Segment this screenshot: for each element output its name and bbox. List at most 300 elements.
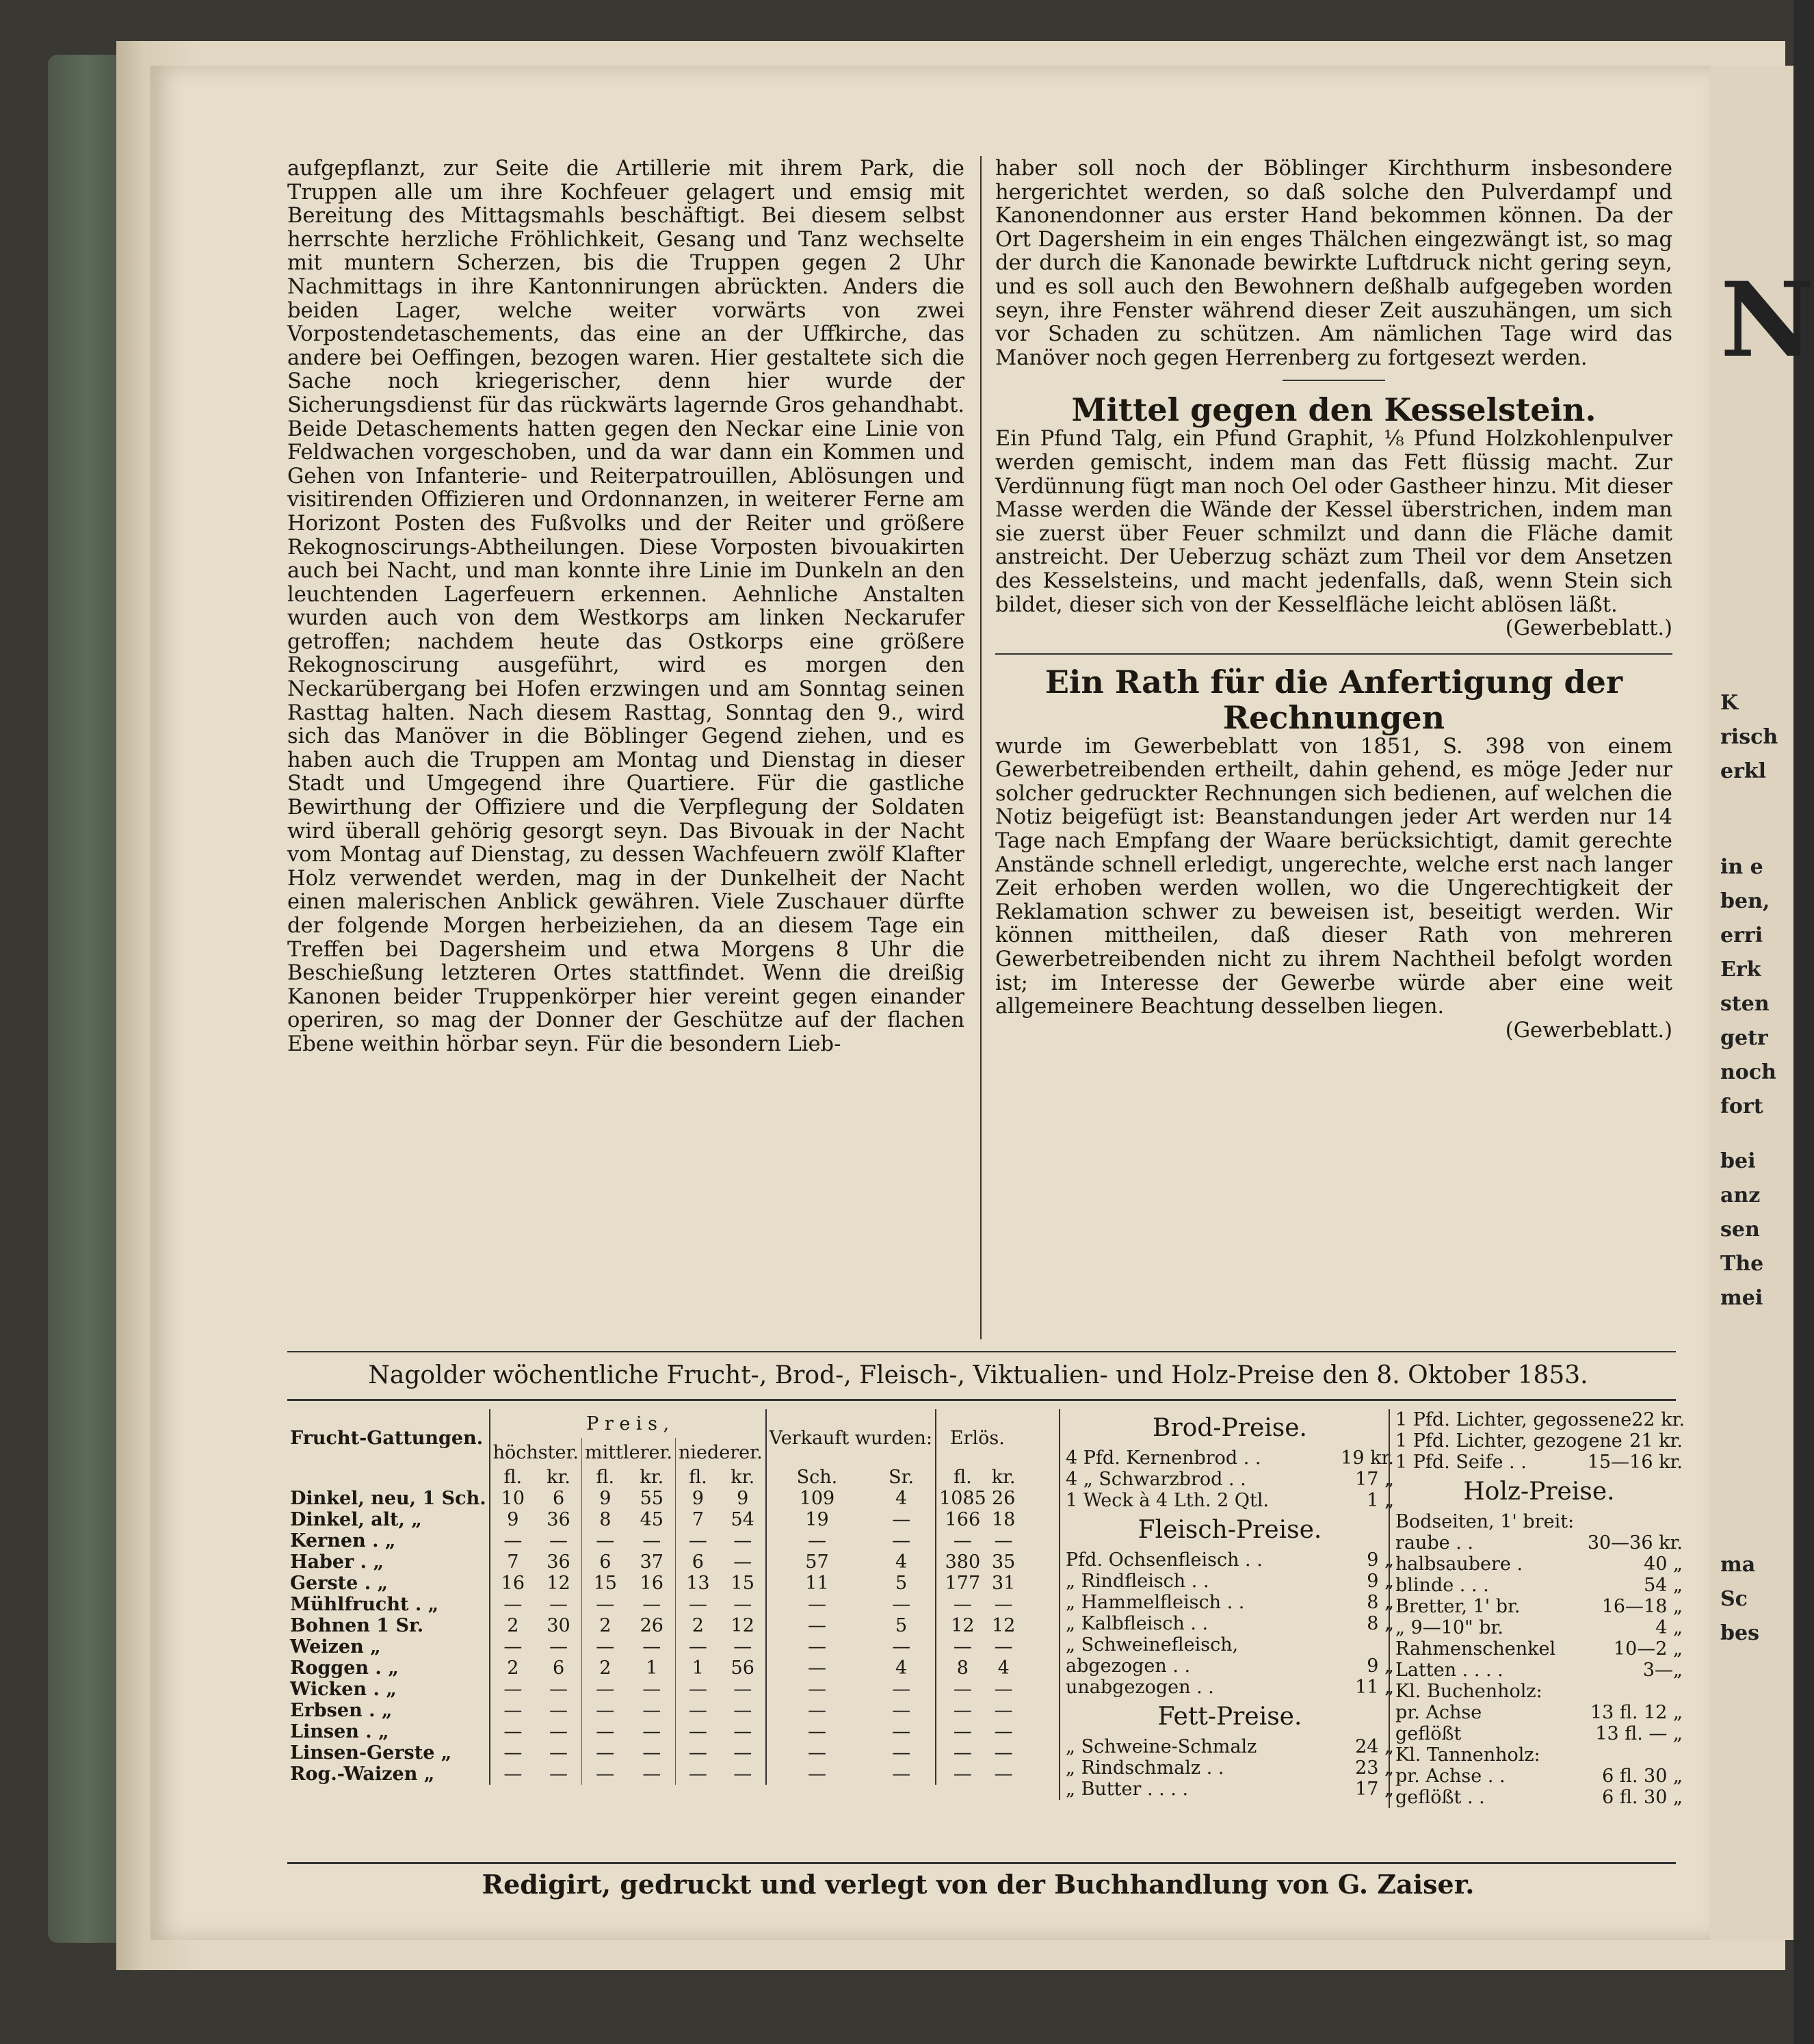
holz-row (1395, 1787, 1683, 1808)
grain-cell: 56 (731, 1658, 754, 1679)
grain-cell: — (936, 1679, 989, 1700)
unit-kr: kr. (731, 1467, 755, 1488)
holz-row (1395, 1766, 1683, 1787)
grain-cell: — (733, 1594, 752, 1615)
grain-row (287, 1658, 1018, 1679)
grain-cell: — (892, 1764, 911, 1785)
facing-page-fragment: fort (1720, 1095, 1763, 1118)
grain-name: Wicken . „ (290, 1679, 397, 1700)
holz-row-label: Bretter, 1' br. (1395, 1596, 1521, 1617)
holz-row (1395, 1575, 1683, 1596)
grain-cell: — (549, 1636, 568, 1658)
fleisch-row-label: Pfd. Ochsenfleisch . . (1066, 1549, 1263, 1571)
grain-cell: 380 (936, 1551, 989, 1573)
grain-cell: — (642, 1764, 661, 1785)
fleisch-row-label: „ Hammelfleisch . . (1066, 1592, 1245, 1613)
fleisch-row-value: 8 „ (1367, 1592, 1394, 1613)
grain-cell: — (549, 1679, 568, 1700)
grain-cell: — (642, 1721, 661, 1742)
grain-name: Linsen-Gerste „ (290, 1742, 452, 1764)
fleisch-row-label: abgezogen . . (1066, 1655, 1191, 1677)
grain-cell: — (994, 1679, 1013, 1700)
grain-cell: — (675, 1530, 720, 1551)
grain-name: Gerste . „ (290, 1573, 389, 1594)
grain-cell: — (892, 1679, 911, 1700)
grain-name: Erbsen . „ (290, 1700, 393, 1721)
grain-cell: 1 (675, 1658, 720, 1679)
col-header-erloes: Erlös. (936, 1409, 1018, 1467)
grain-cell: 2 (490, 1615, 536, 1636)
grain-cell: — (582, 1594, 629, 1615)
fleisch-row-label: „ Rindfleisch . . (1066, 1571, 1209, 1592)
grain-name: Linsen . „ (290, 1721, 389, 1742)
grain-cell: 12 (731, 1615, 754, 1636)
holz-row-label: blinde . . . (1395, 1575, 1489, 1596)
grain-cell: 5 (895, 1615, 908, 1636)
grain-cell: — (733, 1764, 752, 1785)
brod-row-label: 4 „ Schwarzbrod . . (1066, 1469, 1246, 1490)
grain-row (287, 1488, 1018, 1509)
fleisch-row-value: 11 „ (1355, 1677, 1394, 1698)
grain-row (287, 1636, 1018, 1658)
grain-cell: — (582, 1679, 629, 1700)
facing-page-fragment: mei (1720, 1286, 1763, 1310)
holz-row-value: 6 fl. 30 „ (1602, 1787, 1683, 1808)
short-divider (1283, 380, 1385, 381)
grain-cell: — (936, 1530, 989, 1551)
facing-page-fragment: bes (1720, 1621, 1759, 1645)
holz-row-value: 16—18 „ (1601, 1596, 1683, 1617)
grain-cell: — (892, 1594, 911, 1615)
left-column (287, 157, 964, 1057)
grain-cell: 12 (992, 1615, 1016, 1636)
unit-sr: Sr. (889, 1467, 915, 1488)
fleisch-row (1066, 1571, 1394, 1592)
grain-row (287, 1530, 1018, 1551)
holz-row (1395, 1532, 1683, 1554)
licht-row (1395, 1452, 1683, 1473)
grain-cell: — (490, 1530, 536, 1551)
grain-cell: 6 (675, 1551, 720, 1573)
table-top-rule (287, 1351, 1676, 1352)
grain-cell: — (766, 1594, 868, 1615)
grain-cell: 26 (640, 1615, 663, 1636)
grain-cell: — (642, 1636, 661, 1658)
grain-cell: 9 (582, 1488, 629, 1509)
grain-cell: — (994, 1530, 1013, 1551)
right-column (995, 157, 1672, 1043)
grain-name: Haber . „ (290, 1551, 384, 1573)
unit-kr: kr. (640, 1467, 664, 1488)
holz-row-value: 10—2 „ (1613, 1638, 1683, 1660)
grain-cell: — (733, 1636, 752, 1658)
grain-cell: 26 (992, 1488, 1016, 1509)
holz-heading: Holz-Preise. (1463, 1478, 1615, 1506)
grain-cell: 9 (675, 1488, 720, 1509)
grain-cell: — (490, 1679, 536, 1700)
attribution-1: (Gewerbeblatt.) (1505, 616, 1672, 641)
fleisch-row-label: unabgezogen . . (1066, 1677, 1214, 1698)
grain-cell: — (675, 1679, 720, 1700)
grain-cell: 2 (582, 1658, 629, 1679)
holz-row (1395, 1702, 1683, 1723)
grain-cell: — (892, 1530, 911, 1551)
grain-cell: — (892, 1636, 911, 1658)
brod-row (1066, 1490, 1394, 1511)
fett-row-label: „ Schweine-Schmalz (1066, 1736, 1257, 1757)
grain-cell: — (994, 1742, 1013, 1764)
grain-cell: 2 (582, 1615, 629, 1636)
grain-cell: — (642, 1700, 661, 1721)
fett-heading: Fett-Preise. (1157, 1703, 1302, 1731)
unit-fl: fl. (490, 1467, 536, 1488)
grain-cell: — (766, 1636, 868, 1658)
grain-price-table (287, 1409, 1018, 1785)
column-divider (980, 156, 982, 1339)
holz-row-label: Bodseiten, 1' breit: (1395, 1511, 1575, 1532)
grain-name: Mühlfrucht . „ (290, 1594, 439, 1615)
grain-cell: — (766, 1530, 868, 1551)
holz-row-value: 4 „ (1655, 1617, 1683, 1638)
fleisch-row-label: „ Kalbfleisch . . (1066, 1613, 1209, 1634)
grain-cell: 31 (992, 1573, 1016, 1594)
grain-cell: — (549, 1700, 568, 1721)
grain-cell: — (892, 1742, 911, 1764)
grain-cell: — (675, 1764, 720, 1785)
facing-page-fragment: ma (1720, 1553, 1756, 1577)
facing-page-fragment: Erk (1720, 958, 1761, 982)
brod-row-label: 1 Weck à 4 Lth. 2 Qtl. (1066, 1490, 1270, 1511)
grain-name: Weizen „ (290, 1636, 381, 1658)
licht-row-value: 22 kr. (1631, 1409, 1685, 1430)
grain-cell: 55 (640, 1488, 663, 1509)
grain-cell: 36 (547, 1551, 570, 1573)
grain-cell: 37 (640, 1551, 663, 1573)
grain-cell: — (490, 1742, 536, 1764)
grain-name: Rog.-Waizen „ (290, 1764, 435, 1785)
fett-row-value: 17 „ (1355, 1779, 1394, 1800)
licht-row-label: 1 Pfd. Seife . . (1395, 1452, 1527, 1473)
fett-row (1066, 1757, 1394, 1779)
holz-row-value: 40 „ (1644, 1554, 1683, 1575)
fett-row (1066, 1779, 1394, 1800)
grain-cell: — (582, 1764, 629, 1785)
fleisch-row-value: 8 „ (1367, 1613, 1394, 1634)
brod-row-value: 19 kr. (1341, 1447, 1394, 1469)
unit-fl: fl. (936, 1467, 989, 1488)
grain-cell: 35 (992, 1551, 1016, 1573)
grain-cell: 1 (646, 1658, 658, 1679)
holz-row-value: 30—36 kr. (1587, 1532, 1683, 1554)
col-header-preis: P r e i s , (490, 1409, 766, 1438)
grain-cell: — (733, 1742, 752, 1764)
grain-cell: 1085 (936, 1488, 989, 1509)
grain-cell: 57 (766, 1551, 868, 1573)
brod-row (1066, 1447, 1394, 1469)
holz-row-label: Kl. Buchenholz: (1395, 1681, 1542, 1702)
licht-row (1395, 1430, 1683, 1452)
grain-row (287, 1742, 1018, 1764)
grain-cell: — (892, 1509, 911, 1530)
grain-cell: 109 (766, 1488, 868, 1509)
unit-kr: kr. (547, 1467, 570, 1488)
grain-cell: 13 (675, 1573, 720, 1594)
grain-cell: — (582, 1700, 629, 1721)
grain-row (287, 1615, 1018, 1636)
holz-row-label: „ 9—10" br. (1395, 1617, 1503, 1638)
grain-cell: 7 (490, 1551, 536, 1573)
facing-page-fragment: Sc (1720, 1587, 1748, 1611)
licht-row-value: 21 kr. (1629, 1430, 1683, 1452)
grain-cell: — (675, 1594, 720, 1615)
grain-cell: — (936, 1594, 989, 1615)
grain-cell: — (642, 1679, 661, 1700)
grain-cell: 7 (675, 1509, 720, 1530)
grain-cell: 15 (582, 1573, 629, 1594)
holz-row (1395, 1681, 1683, 1702)
grain-cell: 12 (936, 1615, 989, 1636)
grain-cell: — (675, 1742, 720, 1764)
grain-cell: 166 (936, 1509, 989, 1530)
grain-cell: — (642, 1530, 661, 1551)
grain-cell: 2 (675, 1615, 720, 1636)
licht-row (1395, 1409, 1683, 1430)
attribution-2: (Gewerbeblatt.) (1505, 1018, 1672, 1043)
grain-cell: — (582, 1636, 629, 1658)
grain-cell: — (766, 1658, 868, 1679)
grain-cell: 54 (731, 1509, 754, 1530)
holz-row (1395, 1723, 1683, 1744)
grain-cell: — (549, 1594, 568, 1615)
col-header-verkauft: Verkauft wurden: (766, 1409, 936, 1467)
grain-cell: 45 (640, 1509, 663, 1530)
grain-cell: 177 (936, 1573, 989, 1594)
grain-cell: 8 (582, 1509, 629, 1530)
facing-page-fragment: sen (1720, 1218, 1760, 1242)
holz-row-label: Rahmenschenkel (1395, 1638, 1556, 1660)
facing-page-fragment: getr (1720, 1026, 1768, 1050)
price-table-title: Nagolder wöchentliche Frucht-, Brod-, Fleisch-, Viktualien- und Holz-Preise den 8. Oktober 1853. (368, 1361, 1588, 1389)
grain-cell: 9 (490, 1509, 536, 1530)
grain-cell: 36 (547, 1509, 570, 1530)
fleisch-row (1066, 1677, 1394, 1698)
grain-cell: — (994, 1700, 1013, 1721)
grain-cell: — (994, 1764, 1013, 1785)
grain-row (287, 1509, 1018, 1530)
holz-row-label: halbsaubere . (1395, 1554, 1523, 1575)
grain-cell: 16 (640, 1573, 663, 1594)
right-para-1: haber soll noch der Böblinger Kirchthurm insbesondere hergerichtet werden, so daß solche den Pulverdampf und Kanonendonner aus erster Hand bekommen können. Da der Ort Dagersheim in ein enges Thälchen eingezwängt ist, so mag der durch die Kanonade bewirkte Luftdruck nicht gering seyn, und es soll auch den Bewohnern deßhalb aufgegeben worden seyn, ihre Fenster während dieser Zeit auszuhängen, um sich vor Schaden zu schützen. Am nämlichen Tage wird das Manöver noch gegen Herrenberg zu fortgesezt werden. (995, 157, 1672, 370)
grain-cell: — (892, 1721, 911, 1742)
article-heading-kesselstein: Mittel gegen den Kesselstein. (1071, 391, 1596, 429)
fett-row-value: 23 „ (1355, 1757, 1394, 1779)
unit-fl: fl. (675, 1467, 720, 1488)
grain-cell: 11 (766, 1573, 868, 1594)
holz-row (1395, 1596, 1683, 1617)
fleisch-row (1066, 1592, 1394, 1613)
brod-row (1066, 1469, 1394, 1490)
holz-row (1395, 1554, 1683, 1575)
grain-cell: — (733, 1679, 752, 1700)
licht-row-label: 1 Pfd. Lichter, gegossene (1395, 1409, 1632, 1430)
grain-cell: — (733, 1700, 752, 1721)
grain-row (287, 1573, 1018, 1594)
grain-cell: — (490, 1721, 536, 1742)
holz-row-value: 13 fl. — „ (1595, 1723, 1683, 1744)
grain-cell: 10 (490, 1488, 536, 1509)
section-divider (995, 653, 1672, 655)
grain-cell: — (549, 1721, 568, 1742)
grain-cell: 4 (895, 1488, 908, 1509)
grain-cell: 30 (547, 1615, 570, 1636)
holz-row (1395, 1660, 1683, 1681)
holz-row-label: pr. Achse (1395, 1702, 1482, 1723)
grain-cell: — (766, 1764, 868, 1785)
grain-cell: — (549, 1742, 568, 1764)
holz-row-label: Kl. Tannenholz: (1395, 1744, 1540, 1766)
grain-cell: — (675, 1636, 720, 1658)
grain-cell: — (490, 1700, 536, 1721)
grain-cell: — (549, 1530, 568, 1551)
licht-row-value: 15—16 kr. (1587, 1452, 1683, 1473)
holz-row-value: 54 „ (1644, 1575, 1683, 1596)
facing-page-fragment: N (1720, 260, 1814, 380)
right-para-2: Ein Pfund Talg, ein Pfund Graphit, ⅛ Pfund Holzkohlenpulver werden gemischt, indem man das Fett flüssig macht. Zur Verdünnung fügt man noch Oel oder Gastheer hinzu. Mit dieser Masse werden die Wände der Kessel überstrichen, indem man sie zuerst über Feuer schmilzt und dann die Fläche damit anstreicht. Der Ueberzug schäzt zum Theil vor dem Ansetzen des Kesselsteins, und macht jedenfalls, daß, wenn Stein sich bildet, dieser sich von der Kesselfläche leicht ablösen läßt. (995, 427, 1672, 617)
facing-page-fragment: ben, (1720, 889, 1770, 913)
grain-cell: — (892, 1700, 911, 1721)
holz-row-label: Latten . . . . (1395, 1660, 1503, 1681)
col-header-niederer: niederer. (675, 1438, 765, 1467)
grain-cell: 4 (895, 1658, 908, 1679)
facing-page-fragment: erkl (1720, 759, 1767, 783)
holz-row-label: raube . . (1395, 1532, 1473, 1554)
col-header-gattungen: Frucht-Gattungen. (290, 1427, 484, 1449)
imprint-footer: Redigirt, gedruckt und verlegt von der Buchhandlung von G. Zaiser. (482, 1869, 1475, 1900)
fleisch-row (1066, 1549, 1394, 1571)
grain-cell: — (642, 1742, 661, 1764)
right-para-3: wurde im Gewerbeblatt von 1851, S. 398 von einem Gewerbetreibenden ertheilt, dahin gehend, es möge Jeder nur solcher gedruckter Rechnungen sich bedienen, auf welchen die Notiz beigefügt ist: Beanstandungen jeder Art werden nur 14 Tage nach Empfang der Waare berücksichtigt, damit gerechte Anstände schnell erledigt, ungerechte, welche erst nach langer Zeit erhoben werden wollen, wo die Ungerechtigkeit der Reklamation schwer zu beweisen ist, beseitigt werden. Wir können mittheilen, daß dieser Rath von mehreren Gewerbetreibenden nicht zu ihrem Nachtheil befolgt worden ist; im Interesse der Gewerbe würde aber eine weit allgemeinere Beachtung desselben liegen. (995, 734, 1672, 1019)
unit-fl: fl. (582, 1467, 629, 1488)
facing-page-fragment: bei (1720, 1149, 1756, 1173)
fleisch-row-label: „ Schweinefleisch, (1066, 1634, 1239, 1655)
holz-row-label: pr. Achse . . (1395, 1766, 1506, 1787)
grain-row (287, 1721, 1018, 1742)
fett-row (1066, 1736, 1394, 1757)
grain-cell: 6 (552, 1488, 565, 1509)
grain-cell: — (936, 1700, 989, 1721)
grain-cell: — (936, 1721, 989, 1742)
grain-cell: — (733, 1530, 752, 1551)
col-header-hoechster: höchster. (490, 1438, 582, 1467)
grain-cell: — (549, 1764, 568, 1785)
facing-page-fragment: K (1720, 691, 1739, 715)
grain-cell: — (733, 1721, 752, 1742)
grain-cell: — (936, 1636, 989, 1658)
grain-cell: — (994, 1721, 1013, 1742)
grain-cell: — (994, 1636, 1013, 1658)
grain-cell: — (766, 1721, 868, 1742)
fett-row-label: „ Butter . . . . (1066, 1779, 1189, 1800)
grain-cell: 6 (552, 1658, 565, 1679)
fleisch-row (1066, 1655, 1394, 1677)
holz-row-value: 13 fl. 12 „ (1590, 1702, 1683, 1723)
fleisch-row (1066, 1634, 1394, 1655)
holz-row-label: geflößt (1395, 1723, 1462, 1744)
grain-cell: 18 (992, 1509, 1016, 1530)
grain-cell: — (582, 1742, 629, 1764)
brod-row-value: 1 „ (1367, 1490, 1394, 1511)
unit-sch: Sch. (766, 1467, 868, 1488)
fett-row-label: „ Rindschmalz . . (1066, 1757, 1224, 1779)
grain-row (287, 1551, 1018, 1573)
grain-cell: — (582, 1721, 629, 1742)
grain-cell: 12 (547, 1573, 570, 1594)
grain-name: Kernen . „ (290, 1530, 396, 1551)
fleisch-row-value: 9 „ (1367, 1549, 1394, 1571)
brod-row-value: 17 „ (1355, 1469, 1394, 1490)
facing-page-fragment: risch (1720, 725, 1778, 749)
grain-cell: 16 (490, 1573, 536, 1594)
grain-name: Roggen . „ (290, 1658, 399, 1679)
grain-name: Bohnen 1 Sr. (290, 1615, 424, 1636)
holz-row-label: geflößt . . (1395, 1787, 1485, 1808)
grain-cell: — (994, 1594, 1013, 1615)
grain-row (287, 1764, 1018, 1785)
grain-name: Dinkel, alt, „ (290, 1509, 422, 1530)
grain-cell: 19 (766, 1509, 868, 1530)
grain-row (287, 1594, 1018, 1615)
holz-row (1395, 1744, 1683, 1766)
brod-row-label: 4 Pfd. Kernenbrod . . (1066, 1447, 1261, 1469)
grain-row (287, 1679, 1018, 1700)
holz-row (1395, 1617, 1683, 1638)
grain-cell: — (936, 1742, 989, 1764)
grain-row (287, 1700, 1018, 1721)
unit-blank (287, 1467, 490, 1488)
unit-kr: kr. (991, 1467, 1016, 1488)
grain-cell: — (766, 1679, 868, 1700)
grain-cell: — (582, 1530, 629, 1551)
facing-page-fragment: in e (1720, 855, 1763, 879)
table-header-rule (287, 1399, 1676, 1401)
holz-box (1389, 1409, 1683, 1808)
grain-cell: 2 (490, 1658, 536, 1679)
fleisch-row (1066, 1613, 1394, 1634)
licht-row-label: 1 Pfd. Lichter, gezogene (1395, 1430, 1622, 1452)
grain-cell: — (490, 1594, 536, 1615)
grain-cell: 15 (731, 1573, 754, 1594)
grain-cell: — (490, 1636, 536, 1658)
grain-cell: — (766, 1700, 868, 1721)
grain-name: Dinkel, neu, 1 Sch. (290, 1488, 486, 1509)
table-bottom-rule (287, 1862, 1676, 1864)
grain-cell: — (766, 1615, 868, 1636)
grain-cell: 9 (737, 1488, 749, 1509)
grain-cell: — (675, 1721, 720, 1742)
article-heading-rechnungen: Ein Rath für die Anfertigung der Rechnungen (1044, 663, 1623, 736)
holz-row-value: 3—„ (1642, 1660, 1683, 1681)
grain-cell: — (642, 1594, 661, 1615)
grain-cell: — (733, 1551, 752, 1573)
fleisch-row-value: 9 „ (1367, 1571, 1394, 1592)
col-header-mittlerer: mittlerer. (582, 1438, 676, 1467)
facing-page-fragment: erri (1720, 923, 1763, 947)
facing-page-fragment: anz (1720, 1183, 1761, 1207)
brod-heading: Brod-Preise. (1152, 1414, 1308, 1442)
holz-row (1395, 1511, 1683, 1532)
brod-fleisch-box (1059, 1409, 1394, 1800)
fleisch-heading: Fleisch-Preise. (1138, 1516, 1322, 1544)
